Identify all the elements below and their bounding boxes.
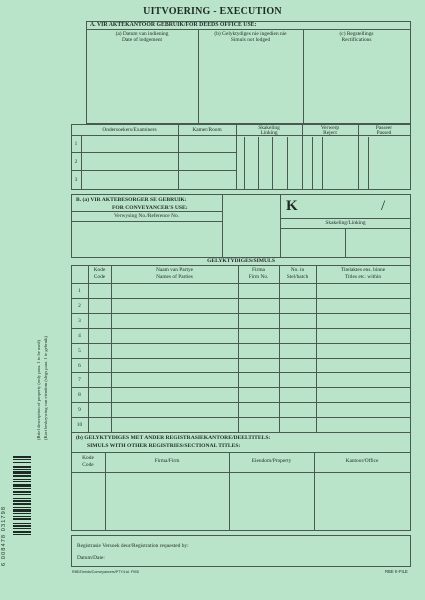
simuls-row-line <box>71 372 411 373</box>
simuls-row-number: 9 <box>78 407 81 413</box>
examiners-row-2-line <box>71 170 236 171</box>
k-prefix: K <box>286 198 298 214</box>
examiners-room-line <box>178 124 179 189</box>
side-note-line-1: (Brief description of property (only para. 1 to be used) <box>36 339 41 440</box>
barcode <box>13 456 31 566</box>
simuls-row-line <box>71 343 411 344</box>
link-sub-2 <box>258 137 259 189</box>
barcode-bar <box>13 518 31 520</box>
examiners-num-line <box>81 135 82 189</box>
section-b-top-line <box>71 194 411 195</box>
col-examiners: Ondersoekers/Examiners <box>102 127 157 133</box>
simuls-row-number: 2 <box>78 303 81 309</box>
col-b-label-1: (b) Gelyktydiges nie ingedien nie <box>214 31 287 37</box>
barcode-bar <box>13 528 31 529</box>
simuls-row-number: 10 <box>76 422 83 428</box>
simuls-row-line <box>71 402 411 403</box>
col-room: Kamer/Room <box>192 127 222 133</box>
reference-label: Verwysing No./Reference No. <box>114 213 179 219</box>
simuls-col-batch-1: No. in <box>290 267 305 273</box>
col-link-2: Linking <box>260 130 278 136</box>
form-title: UITVOERING - EXECUTION <box>143 6 282 17</box>
barcode-bar <box>13 488 31 489</box>
k-slash: / <box>381 198 386 214</box>
barcode-bar <box>13 509 31 512</box>
registration-left-line <box>71 535 72 566</box>
simuls-col-code-2: Code <box>93 274 106 280</box>
section-bb-col-firm: Firma/Firm <box>154 458 180 464</box>
simuls-row-line <box>71 313 411 314</box>
col-b-label-2: Simuls not lodged <box>230 37 271 43</box>
simuls-firm-line <box>279 265 280 432</box>
registration-bottom-line <box>71 566 411 567</box>
section-bb-header-line <box>71 472 411 473</box>
property-description-note <box>36 300 52 440</box>
barcode-bar <box>13 523 31 524</box>
col-passed-2: Passed <box>376 130 392 136</box>
simuls-heading: GELYKTYDIGES/SIMULS <box>207 258 275 264</box>
simuls-batch-line <box>316 265 317 432</box>
barcode-bar <box>13 469 31 470</box>
barcode-bar <box>13 456 31 458</box>
simuls-row-line <box>71 358 411 359</box>
section-bb-heading-2: SIMULS WITH OTHER REGISTRIES/SECTIONAL TITLES: <box>87 443 241 449</box>
section-bb-col-property: Eiendom/Property <box>251 458 292 464</box>
barcode-bar <box>13 494 31 495</box>
simuls-row-number: 6 <box>78 363 81 369</box>
simuls-num-line <box>88 265 89 432</box>
simuls-col-parties-1: Naam van Partye <box>155 267 194 273</box>
linking-label: Skakeling/Linking <box>325 220 366 226</box>
barcode-bar <box>13 484 31 487</box>
link-sub-1 <box>244 137 245 189</box>
section-bb-bottom-line <box>71 530 411 531</box>
simuls-row-number: 8 <box>78 392 81 398</box>
link-sub-4 <box>287 137 288 189</box>
barcode-digits <box>0 456 10 566</box>
simuls-row-number: 7 <box>78 377 81 383</box>
simuls-header-line <box>71 283 411 284</box>
col-link-1: Skakeling <box>258 125 280 131</box>
simuls-code-line <box>111 265 112 432</box>
barcode-number: 6 008478 031798 <box>1 505 7 566</box>
simuls-parties-line <box>238 265 239 432</box>
registration-requested-label: Registrasie Versoek deur/Registration requested by: <box>77 543 189 549</box>
simuls-col-firm-2: Firm No. <box>248 274 269 280</box>
barcode-bar <box>13 479 31 480</box>
examiners-row-1-line <box>71 152 236 153</box>
col-a-label-2: Date of lodgement <box>121 37 163 43</box>
linking-divider-line <box>345 228 346 257</box>
barcode-bar <box>13 500 31 502</box>
col-a-label-1: (a) Datum van indiening <box>115 31 169 37</box>
reject-sub-1 <box>312 137 313 189</box>
passed-sub-1 <box>368 137 369 189</box>
col-reject-2: Reject <box>323 130 337 136</box>
link-sub-3 <box>272 137 273 189</box>
section-a-divider-2 <box>303 29 304 123</box>
simuls-col-titles-1: Titelaktes ens. binne <box>340 267 386 273</box>
simuls-col-code-1: Kode <box>93 267 106 273</box>
section-bb-top-line <box>71 432 411 433</box>
examiners-bottom-line <box>71 189 411 190</box>
barcode-bar <box>13 471 31 474</box>
simuls-heading-line <box>71 265 411 266</box>
barcode-bar <box>13 466 31 468</box>
simuls-row-number: 3 <box>78 318 81 324</box>
section-b-heading-1: B. (a) VIR AKTEBESORGER SE GEBRUIK: <box>76 197 187 203</box>
barcode-bar <box>13 516 31 517</box>
section-bb-left-line <box>71 432 72 530</box>
file-code: RBE K-FILE <box>385 569 408 574</box>
section-a-right-line <box>410 21 411 123</box>
examiner-row-number: 2 <box>74 159 78 165</box>
barcode-bar <box>13 475 31 477</box>
col-c-label-2: Rectifications <box>341 37 372 43</box>
section-bb-heading-1: (b) GELYKTYDIGES MET ANDER REGISTRASIEKANTORE/DEELTITELS: <box>76 435 271 441</box>
barcode-bar <box>13 534 31 535</box>
barcode-bar <box>13 459 31 460</box>
examiner-row-number: 3 <box>74 177 78 183</box>
col-passed-1: Passeer <box>375 125 393 131</box>
simuls-col-batch-2: Stel/batch <box>286 274 309 280</box>
reference-label-line <box>71 221 222 222</box>
barcode-bar <box>13 531 31 533</box>
barcode-bars <box>13 456 31 566</box>
section-bb-heading-line <box>71 452 411 453</box>
registration-top-line <box>71 535 411 536</box>
section-a-divider-1 <box>198 29 199 123</box>
side-note-line-2: (Kort beskrywing van eiendom (slegs para. 1 te gebruik) <box>43 336 48 440</box>
examiner-row-number: 1 <box>74 141 78 147</box>
simuls-col-parties-2: Names of Parties <box>156 274 193 280</box>
registration-date-label: Datum/Date: <box>77 555 105 561</box>
simuls-row-number: 4 <box>78 333 81 339</box>
section-b-left-line <box>71 194 72 257</box>
col-c-label-1: (c) Regstellings <box>339 31 374 37</box>
section-b-heading-line <box>71 211 222 212</box>
section-a-heading-line <box>86 29 411 30</box>
section-bb-col-code-2: Code <box>82 462 94 468</box>
section-b-heading-2: FOR CONVEYANCER'S USE: <box>112 205 188 211</box>
barcode-bar <box>13 503 31 505</box>
barcode-bar <box>13 462 31 463</box>
simuls-row-number: 1 <box>78 288 81 294</box>
printer-note: RBE/Deeds/Conveyancers/PTY/Ltd. F905 <box>72 570 139 574</box>
examiners-right-line <box>410 124 411 189</box>
section-b-mid-line <box>222 194 223 257</box>
barcode-bar <box>13 507 31 508</box>
simuls-row-line <box>71 417 411 418</box>
registration-right-line <box>410 535 411 566</box>
barcode-bar <box>13 525 31 527</box>
simuls-right-line <box>410 257 411 432</box>
simuls-col-firm-1: Firma <box>252 267 265 273</box>
barcode-bar <box>13 491 31 493</box>
k-box-bottom-line <box>280 218 411 219</box>
simuls-row-line <box>71 328 411 329</box>
section-bb-col-code-1: Kode <box>82 455 94 461</box>
barcode-bar <box>13 513 31 514</box>
simuls-row-line <box>71 298 411 299</box>
section-bb-right-line <box>410 432 411 530</box>
section-a-heading: A. VIR AKTEKANTOOR GEBRUIK/FOR DEEDS OFFICE USE: <box>90 22 257 28</box>
barcode-bar <box>13 481 31 482</box>
col-reject-1: Verwerp <box>320 125 340 131</box>
barcode-bar <box>13 498 31 499</box>
simuls-row-line <box>71 387 411 388</box>
simuls-row-number: 5 <box>78 348 81 354</box>
section-bb-col-office: Kantoor/Office <box>345 458 379 464</box>
reject-sub-2 <box>322 137 323 189</box>
simuls-col-titles-2: Titles etc. within <box>344 274 382 280</box>
